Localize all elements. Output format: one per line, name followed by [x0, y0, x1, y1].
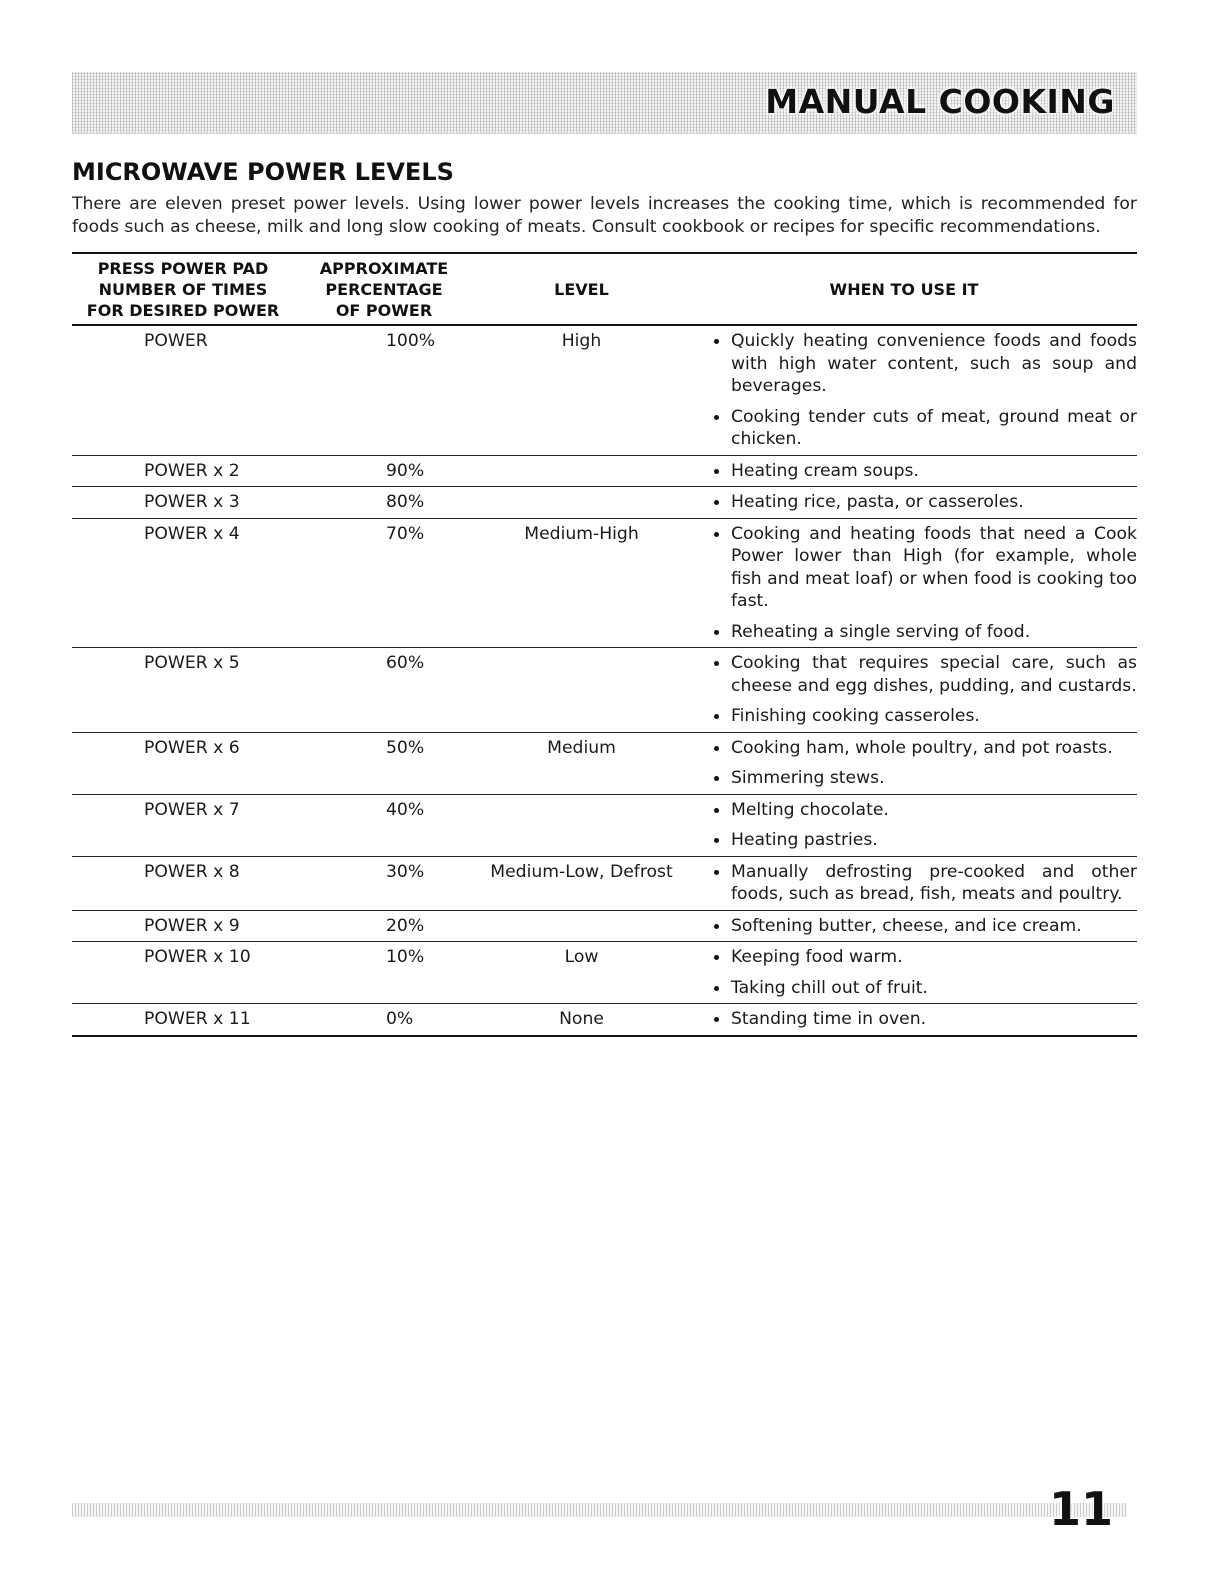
cell-percentage: 20% — [386, 915, 425, 936]
cell-percentage: 10% — [386, 947, 425, 967]
cell-when-to-use — [689, 1004, 1137, 1035]
table-row — [72, 942, 1137, 1004]
cell-press: POWER x 7 — [144, 799, 240, 820]
cell-percentage: 60% — [386, 653, 425, 673]
cell-level: Medium-Low, Defrost — [490, 861, 673, 882]
use-list — [689, 523, 1137, 644]
table-row — [72, 456, 1137, 488]
header-level: LEVEL — [554, 279, 609, 299]
cell-press: POWER x 2 — [144, 460, 240, 481]
table-row — [72, 795, 1137, 857]
cell-percentage: 30% — [386, 861, 425, 882]
cell-when-to-use — [689, 857, 1137, 910]
use-item: Manually defrosting pre-cooked and other foods, such as bread, fish, meats and poultry. — [711, 861, 1137, 906]
cell-when-to-use — [689, 733, 1137, 794]
cell-level: Medium — [547, 737, 616, 758]
use-item: Standing time in oven. — [711, 1008, 1137, 1031]
cell-level: Medium-High — [524, 523, 639, 544]
table-row — [72, 733, 1137, 795]
header-when-to-use: WHEN TO USE IT — [829, 279, 979, 299]
use-list — [689, 460, 1137, 483]
cell-level — [474, 911, 689, 942]
use-list — [689, 491, 1137, 514]
use-list — [689, 1008, 1137, 1031]
use-list — [689, 737, 1137, 790]
cell-when-to-use — [689, 456, 1137, 487]
table-row — [72, 487, 1137, 519]
header-press-power: PRESS POWER PAD NUMBER OF TIMES FOR DESIRED POWER — [86, 258, 280, 320]
cell-percentage: 90% — [386, 460, 425, 481]
use-item: Cooking ham, whole poultry, and pot roasts. — [711, 737, 1137, 760]
use-item: Keeping food warm. — [711, 946, 1137, 969]
cell-when-to-use — [689, 326, 1137, 455]
use-item: Simmering stews. — [711, 767, 1137, 790]
cell-press: POWER x 8 — [144, 861, 240, 882]
use-item: Heating pastries. — [711, 829, 1137, 852]
cell-percentage: 100% — [386, 331, 436, 351]
cell-level: High — [561, 331, 602, 351]
cell-press: POWER x 9 — [144, 915, 240, 936]
use-list — [689, 915, 1137, 938]
use-item: Heating rice, pasta, or casseroles. — [711, 491, 1137, 514]
header-percentage: APPROXIMATE PERCENTAGE OF POWER — [319, 258, 449, 320]
footer-strip — [72, 1503, 1127, 1517]
table-row — [72, 1004, 1137, 1035]
table-row — [72, 519, 1137, 649]
use-item: Taking chill out of fruit. — [711, 977, 1137, 1000]
use-list — [689, 330, 1137, 451]
table-body — [72, 326, 1137, 1035]
use-item: Cooking and heating foods that need a Cook Power lower than High (for example, whole fish and meat loaf) or when food is cooking too fast. — [711, 523, 1137, 613]
cell-when-to-use — [689, 487, 1137, 518]
use-item: Cooking tender cuts of meat, ground meat or chicken. — [711, 406, 1137, 451]
intro-paragraph: There are eleven preset power levels. Using lower power levels increases the cooking time, which is recommended for foods such as cheese, milk and long slow cooking of meats. Consult cookbook or recipes for specific recommendations. — [72, 194, 1137, 237]
section-title: MICROWAVE POWER LEVELS — [72, 158, 454, 186]
cell-percentage: 50% — [386, 737, 425, 758]
cell-when-to-use — [689, 648, 1137, 732]
use-item: Finishing cooking casseroles. — [711, 705, 1137, 728]
table-row — [72, 326, 1137, 456]
use-item: Melting chocolate. — [711, 799, 1137, 822]
cell-level — [474, 795, 689, 856]
cell-percentage: 0% — [386, 1009, 414, 1029]
use-list — [689, 861, 1137, 906]
cell-level — [474, 648, 689, 732]
cell-press: POWER x 4 — [144, 523, 240, 544]
cell-press: POWER x 6 — [144, 737, 240, 758]
cell-press: POWER x 10 — [144, 947, 251, 967]
page-number: 11 — [1048, 1482, 1113, 1536]
table-row — [72, 911, 1137, 943]
table-row — [72, 648, 1137, 733]
cell-level — [474, 456, 689, 487]
table-row — [72, 857, 1137, 911]
cell-when-to-use — [689, 795, 1137, 856]
table-header — [72, 254, 1137, 326]
use-list — [689, 799, 1137, 852]
cell-press: POWER x 5 — [144, 653, 240, 673]
cell-press: POWER x 11 — [144, 1009, 251, 1029]
use-list — [689, 946, 1137, 999]
cell-level: None — [559, 1009, 604, 1029]
cell-percentage: 80% — [386, 492, 425, 512]
cell-press: POWER — [144, 331, 208, 351]
use-item: Reheating a single serving of food. — [711, 621, 1137, 644]
cell-when-to-use — [689, 911, 1137, 942]
banner-title: MANUAL COOKING — [765, 82, 1115, 121]
cell-when-to-use — [689, 519, 1137, 648]
cell-press: POWER x 3 — [144, 492, 240, 512]
use-item: Heating cream soups. — [711, 460, 1137, 483]
header-banner — [72, 72, 1137, 134]
use-item: Cooking that requires special care, such as cheese and egg dishes, pudding, and custards. — [711, 652, 1137, 697]
cell-percentage: 70% — [386, 523, 425, 544]
cell-percentage: 40% — [386, 799, 425, 820]
power-levels-table — [72, 252, 1137, 1037]
use-list — [689, 652, 1137, 728]
cell-level: Low — [564, 947, 599, 967]
use-item: Softening butter, cheese, and ice cream. — [711, 915, 1137, 938]
cell-when-to-use — [689, 942, 1137, 1003]
use-item: Quickly heating convenience foods and foods with high water content, such as soup and beverages. — [711, 330, 1137, 398]
cell-level — [474, 487, 689, 518]
